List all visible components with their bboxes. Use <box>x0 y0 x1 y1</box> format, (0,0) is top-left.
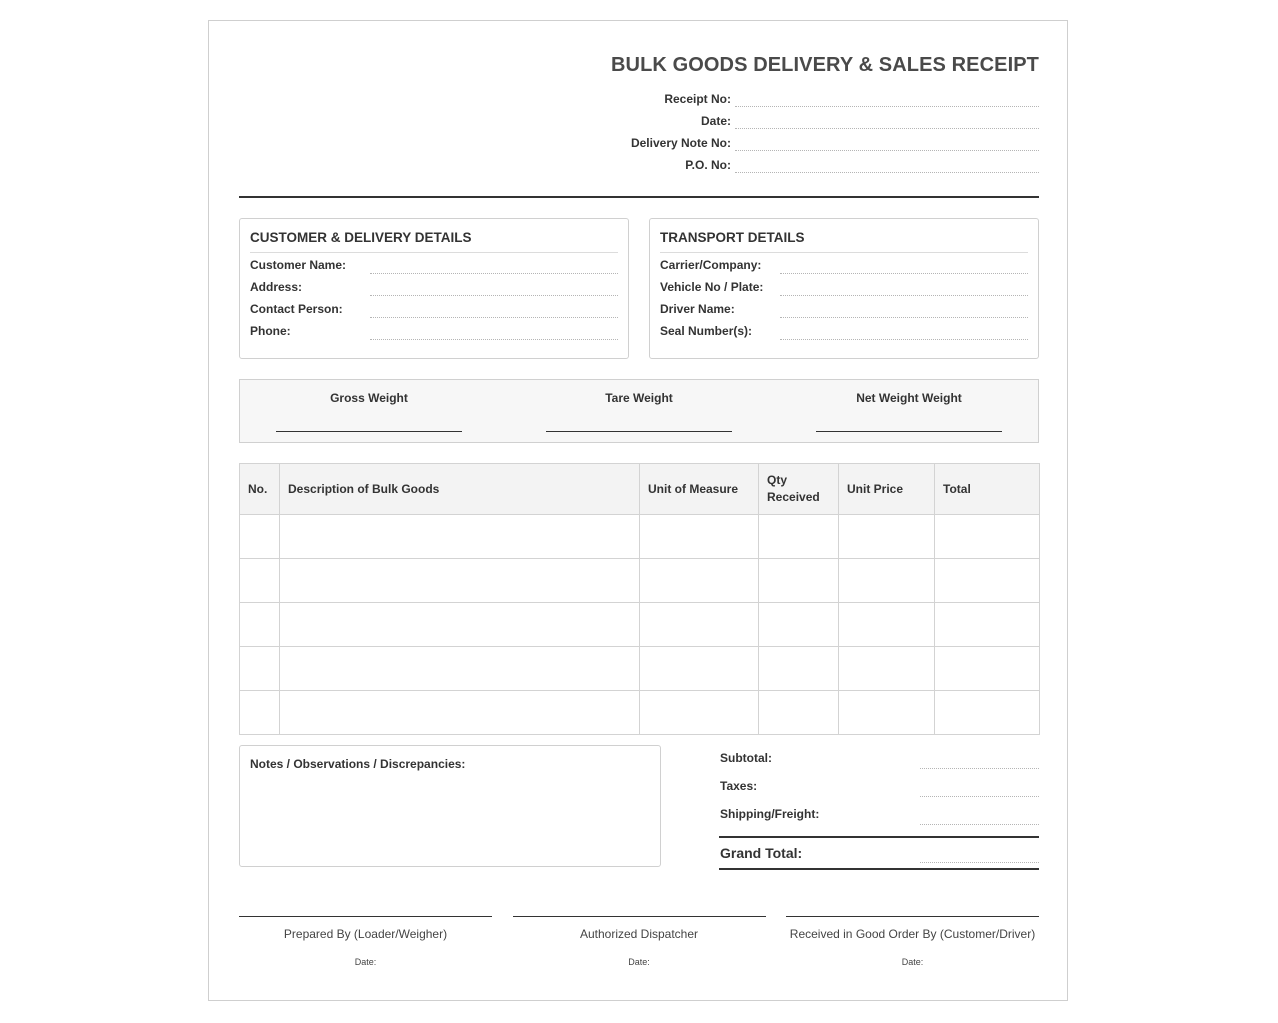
signature-date-label: Date: <box>628 957 650 967</box>
receipt-no-field[interactable] <box>735 89 1039 107</box>
signature-date-label: Date: <box>901 957 924 967</box>
address-row <box>250 275 618 297</box>
table-cell[interactable] <box>935 603 1040 647</box>
table-cell[interactable] <box>280 647 640 691</box>
phone-label: Phone: <box>250 324 291 338</box>
seal-row <box>660 319 1028 341</box>
goods-table <box>239 463 1040 735</box>
table-cell[interactable] <box>935 559 1040 603</box>
net-weight-label: Net Weight Weight <box>856 391 962 405</box>
customer-details-box <box>239 218 629 359</box>
taxes-field[interactable] <box>920 796 1039 797</box>
signature-prepared-by[interactable] <box>239 916 492 967</box>
header-unit-of-measure: Unit of Measure <box>640 464 759 515</box>
header-qty-received: Qty Received <box>759 464 839 515</box>
delivery-note-row <box>609 132 1039 154</box>
header-divider <box>239 196 1039 198</box>
subtotal-field[interactable] <box>920 768 1039 769</box>
table-cell[interactable] <box>759 559 839 603</box>
signature-received-by[interactable] <box>786 916 1039 967</box>
receipt-page <box>208 20 1068 1001</box>
contact-person-label: Contact Person: <box>250 302 343 316</box>
carrier-row <box>660 253 1028 275</box>
grand-total-row <box>719 836 1039 870</box>
table-cell[interactable] <box>240 515 280 559</box>
seal-field[interactable] <box>780 322 1028 340</box>
table-row <box>240 603 1040 647</box>
carrier-label: Carrier/Company: <box>660 258 762 272</box>
header-total: Total <box>935 464 1040 515</box>
date-row <box>609 110 1039 132</box>
grand-total-field[interactable] <box>920 862 1039 863</box>
header-description: Description of Bulk Goods <box>280 464 640 515</box>
notes-label: Notes / Observations / Discrepancies: <box>250 757 466 771</box>
table-cell[interactable] <box>839 559 935 603</box>
subtotal-row <box>719 745 1039 773</box>
taxes-row <box>719 773 1039 801</box>
table-cell[interactable] <box>935 647 1040 691</box>
po-no-label: P.O. No: <box>685 158 731 172</box>
weights-panel <box>239 379 1039 443</box>
delivery-note-field[interactable] <box>735 133 1039 151</box>
table-cell[interactable] <box>640 559 759 603</box>
shipping-row <box>719 801 1039 829</box>
net-weight <box>806 380 1012 442</box>
table-cell[interactable] <box>240 603 280 647</box>
receipt-meta <box>609 88 1039 176</box>
delivery-note-label: Delivery Note No: <box>630 136 731 150</box>
table-cell[interactable] <box>240 559 280 603</box>
po-no-row <box>609 154 1039 176</box>
signature-label: Authorized Dispatcher <box>579 927 699 941</box>
table-cell[interactable] <box>280 603 640 647</box>
customer-name-row <box>250 253 618 275</box>
customer-name-field[interactable] <box>370 256 618 274</box>
table-cell[interactable] <box>640 603 759 647</box>
transport-details-box <box>649 218 1039 359</box>
table-cell[interactable] <box>759 603 839 647</box>
gross-weight-field[interactable] <box>276 431 462 432</box>
table-cell[interactable] <box>935 515 1040 559</box>
vehicle-row <box>660 275 1028 297</box>
totals-panel <box>719 745 1039 870</box>
date-field[interactable] <box>735 111 1039 129</box>
table-cell[interactable] <box>280 691 640 735</box>
vehicle-label: Vehicle No / Plate: <box>660 280 764 294</box>
driver-field[interactable] <box>780 300 1028 318</box>
signature-label: Received in Good Order By (Customer/Driver) <box>789 927 1036 941</box>
shipping-label: Shipping/Freight: <box>720 807 820 821</box>
table-cell[interactable] <box>839 603 935 647</box>
gross-weight-label: Gross Weight <box>330 391 408 405</box>
taxes-label: Taxes: <box>720 779 758 793</box>
address-field[interactable] <box>370 278 618 296</box>
tare-weight <box>536 380 742 442</box>
driver-row <box>660 297 1028 319</box>
table-cell[interactable] <box>280 515 640 559</box>
signature-label: Prepared By (Loader/Weigher) <box>283 927 448 941</box>
vehicle-field[interactable] <box>780 278 1028 296</box>
table-row <box>240 515 1040 559</box>
phone-field[interactable] <box>370 322 618 340</box>
notes-box[interactable] <box>239 745 661 867</box>
address-label: Address: <box>250 280 303 294</box>
seal-label: Seal Number(s): <box>660 324 753 338</box>
tare-weight-field[interactable] <box>546 431 732 432</box>
header-no: No. <box>240 464 280 515</box>
table-cell[interactable] <box>240 691 280 735</box>
customer-details-title: CUSTOMER & DELIVERY DETAILS <box>250 219 618 253</box>
table-row <box>240 691 1040 735</box>
po-no-field[interactable] <box>735 155 1039 173</box>
table-cell[interactable] <box>640 515 759 559</box>
table-cell[interactable] <box>640 691 759 735</box>
contact-person-field[interactable] <box>370 300 618 318</box>
table-cell[interactable] <box>759 647 839 691</box>
phone-row <box>250 319 618 341</box>
table-cell[interactable] <box>640 647 759 691</box>
driver-label: Driver Name: <box>660 302 735 316</box>
table-row <box>240 647 1040 691</box>
gross-weight <box>266 380 472 442</box>
header-unit-price: Unit Price <box>839 464 935 515</box>
table-cell[interactable] <box>839 691 935 735</box>
table-cell[interactable] <box>759 691 839 735</box>
net-weight-field[interactable] <box>816 431 1002 432</box>
table-cell[interactable] <box>759 515 839 559</box>
table-header-row <box>240 464 1040 515</box>
date-label: Date: <box>700 114 731 128</box>
table-cell[interactable] <box>240 647 280 691</box>
customer-name-label: Customer Name: <box>250 258 347 272</box>
contact-person-row <box>250 297 618 319</box>
table-cell[interactable] <box>935 691 1040 735</box>
signature-date-label: Date: <box>354 957 377 967</box>
grand-total-label: Grand Total: <box>720 845 803 861</box>
signature-section <box>239 916 1039 967</box>
receipt-no-label: Receipt No: <box>664 92 731 106</box>
table-cell[interactable] <box>839 515 935 559</box>
table-cell[interactable] <box>280 559 640 603</box>
table-row <box>240 559 1040 603</box>
transport-details-title: TRANSPORT DETAILS <box>660 219 1028 253</box>
receipt-no-row <box>609 88 1039 110</box>
tare-weight-label: Tare Weight <box>605 391 673 405</box>
document-title: BULK GOODS DELIVERY & SALES RECEIPT <box>610 54 1039 76</box>
signature-authorized-dispatcher[interactable] <box>513 916 766 967</box>
table-cell[interactable] <box>839 647 935 691</box>
carrier-field[interactable] <box>780 256 1028 274</box>
shipping-field[interactable] <box>920 824 1039 825</box>
subtotal-label: Subtotal: <box>720 751 772 765</box>
